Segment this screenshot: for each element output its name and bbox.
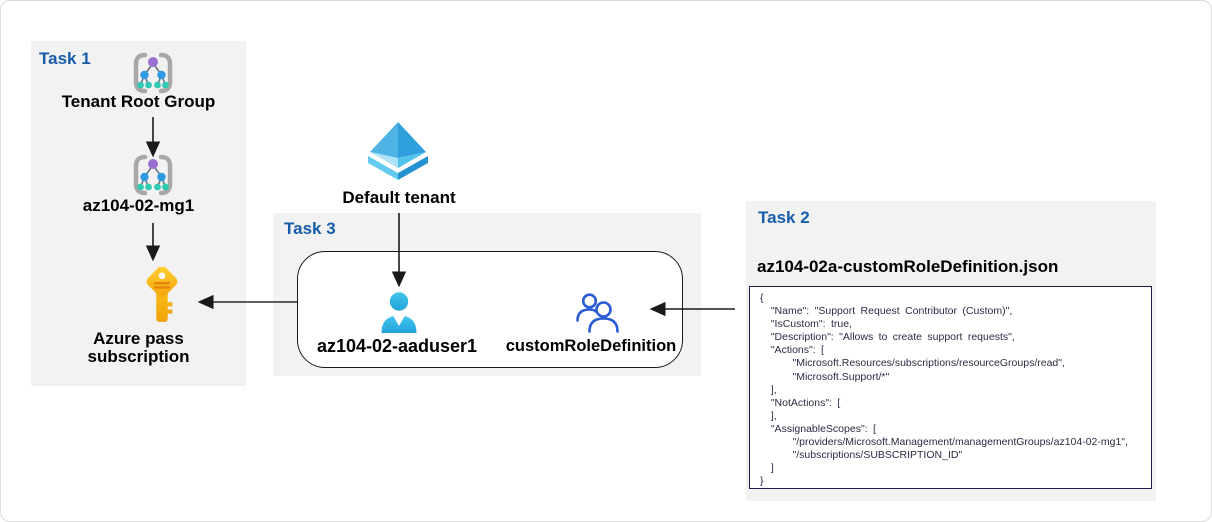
task1-title: Task 1	[39, 49, 91, 68]
task2-title: Task 2	[758, 208, 810, 227]
subscription-key-icon	[141, 267, 183, 325]
management-group-icon	[129, 51, 177, 95]
custom-role-label: customRoleDefinition	[505, 337, 677, 355]
mg1-label: az104-02-mg1	[82, 196, 195, 215]
subscription-label: Azure pass subscription	[87, 329, 190, 367]
code-line: "Description": "Allows to create support requests",	[760, 331, 1015, 344]
custom-role-icon	[571, 288, 623, 338]
code-line: "/subscriptions/SUBSCRIPTION_ID"	[760, 449, 963, 462]
code-line: "Microsoft.Resources/subscriptions/resourceGroups/read",	[760, 357, 1065, 370]
user-icon	[377, 289, 421, 335]
entra-tenant-icon	[365, 119, 431, 185]
code-line: "/providers/Microsoft.Management/managementGroups/az104-02-mg1",	[760, 436, 1128, 449]
code-line: }	[760, 475, 764, 488]
aad-user-label: az104-02-aaduser1	[316, 336, 478, 356]
json-code-box	[749, 286, 1152, 489]
code-line: "NotActions": [	[760, 396, 841, 409]
json-filename: az104-02a-customRoleDefinition.json	[757, 257, 1059, 276]
tenant-root-group-label: Tenant Root Group	[61, 92, 216, 111]
code-line: ]	[760, 462, 774, 475]
code-line: "Name": "Support Request Contributor (Custom)",	[760, 305, 1013, 318]
task3-title: Task 3	[284, 219, 336, 238]
code-line: ],	[760, 383, 777, 396]
code-line: "AssignableScopes": [	[760, 422, 876, 435]
code-line: "Actions": [	[760, 344, 824, 357]
code-line: ],	[760, 409, 777, 422]
code-line: "Microsoft.Support/*"	[760, 370, 890, 383]
code-line: "IsCustom": true,	[760, 318, 852, 331]
management-group-icon	[129, 153, 177, 197]
default-tenant-label: Default tenant	[342, 188, 456, 207]
code-line: {	[760, 292, 764, 304]
